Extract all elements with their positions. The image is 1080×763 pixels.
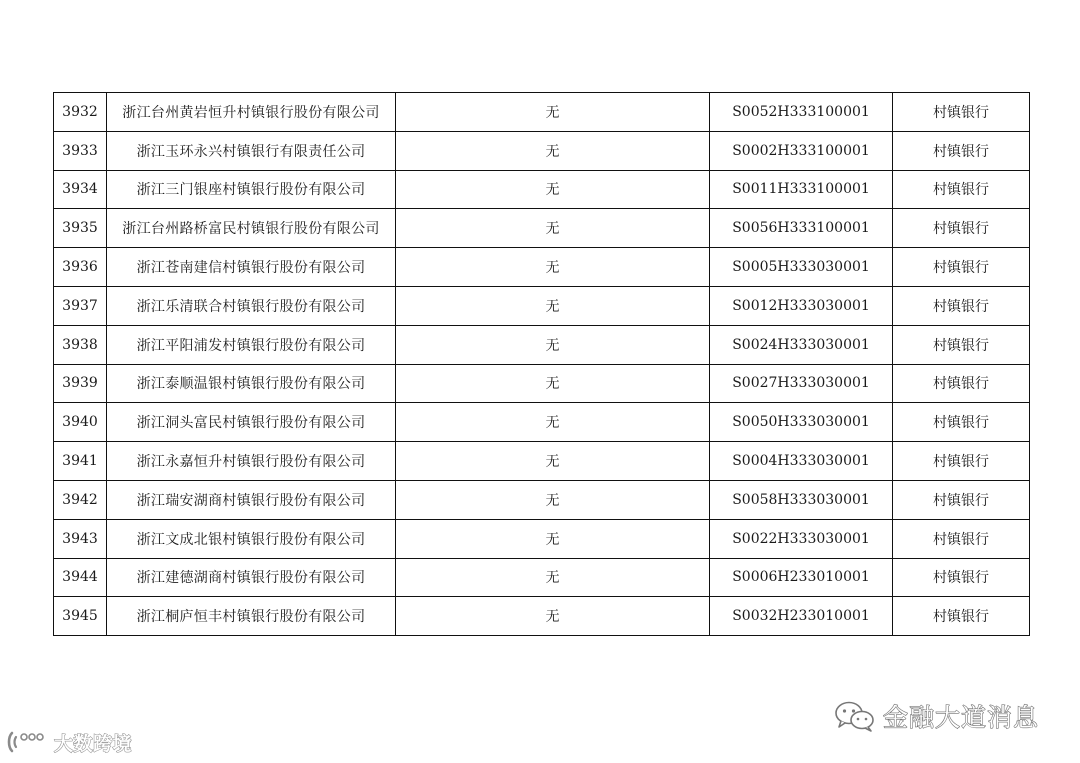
- branch-cell: 无: [396, 442, 710, 481]
- institution-type-cell: 村镇银行: [893, 558, 1030, 597]
- watermark-right-text: 金融大道消息: [883, 703, 1040, 732]
- license-code-cell: S0024H333030001: [710, 325, 893, 364]
- row-number-cell: 3943: [54, 519, 107, 558]
- branch-cell: 无: [396, 403, 710, 442]
- row-number-cell: 3934: [54, 170, 107, 209]
- row-number-cell: 3936: [54, 248, 107, 287]
- bank-registry-table: [53, 92, 1030, 636]
- institution-type-cell: 村镇银行: [893, 597, 1030, 636]
- institution-name-cell: 浙江文成北银村镇银行股份有限公司: [107, 519, 396, 558]
- branch-cell: 无: [396, 597, 710, 636]
- license-code-cell: S0050H333030001: [710, 403, 893, 442]
- watermark-wechat: [833, 696, 1039, 736]
- table-row: [54, 558, 1030, 597]
- row-number-cell: 3937: [54, 286, 107, 325]
- row-number-cell: 3940: [54, 403, 107, 442]
- table-row: [54, 170, 1030, 209]
- table-row: [54, 325, 1030, 364]
- institution-name-cell: 浙江平阳浦发村镇银行股份有限公司: [107, 325, 396, 364]
- license-code-cell: S0032H233010001: [710, 597, 893, 636]
- table-row: [54, 480, 1030, 519]
- row-number-cell: 3939: [54, 364, 107, 403]
- institution-type-cell: 村镇银行: [893, 442, 1030, 481]
- row-number-cell: 3941: [54, 442, 107, 481]
- branch-cell: 无: [396, 519, 710, 558]
- branch-cell: 无: [396, 325, 710, 364]
- institution-name-cell: 浙江洞头富民村镇银行股份有限公司: [107, 403, 396, 442]
- row-number-cell: 3935: [54, 209, 107, 248]
- table-row: [54, 131, 1030, 170]
- row-number-cell: 3942: [54, 480, 107, 519]
- table-row: [54, 442, 1030, 481]
- institution-name-cell: 浙江台州路桥富民村镇银行股份有限公司: [107, 209, 396, 248]
- institution-type-cell: 村镇银行: [893, 519, 1030, 558]
- institution-type-cell: 村镇银行: [893, 131, 1030, 170]
- institution-name-cell: 浙江永嘉恒升村镇银行股份有限公司: [107, 442, 396, 481]
- license-code-cell: S0027H333030001: [710, 364, 893, 403]
- branch-cell: 无: [396, 480, 710, 519]
- institution-type-cell: 村镇银行: [893, 93, 1030, 132]
- table-row: [54, 597, 1030, 636]
- brand-logo-icon: [6, 729, 50, 755]
- branch-cell: 无: [396, 170, 710, 209]
- institution-type-cell: 村镇银行: [893, 248, 1030, 287]
- branch-cell: 无: [396, 131, 710, 170]
- license-code-cell: S0006H233010001: [710, 558, 893, 597]
- institution-name-cell: 浙江桐庐恒丰村镇银行股份有限公司: [107, 597, 396, 636]
- watermark-brand: [6, 727, 132, 757]
- institution-name-cell: 浙江台州黄岩恒升村镇银行股份有限公司: [107, 93, 396, 132]
- table-row: [54, 403, 1030, 442]
- license-code-cell: S0011H333100001: [710, 170, 893, 209]
- table-row: [54, 519, 1030, 558]
- table-row: [54, 286, 1030, 325]
- license-code-cell: S0056H333100001: [710, 209, 893, 248]
- institution-name-cell: 浙江三门银座村镇银行股份有限公司: [107, 170, 396, 209]
- institution-name-cell: 浙江乐清联合村镇银行股份有限公司: [107, 286, 396, 325]
- branch-cell: 无: [396, 286, 710, 325]
- institution-name-cell: 浙江玉环永兴村镇银行有限责任公司: [107, 131, 396, 170]
- row-number-cell: 3945: [54, 597, 107, 636]
- license-code-cell: S0005H333030001: [710, 248, 893, 287]
- table-row: [54, 93, 1030, 132]
- branch-cell: 无: [396, 93, 710, 132]
- branch-cell: 无: [396, 248, 710, 287]
- row-number-cell: 3944: [54, 558, 107, 597]
- row-number-cell: 3938: [54, 325, 107, 364]
- institution-name-cell: 浙江瑞安湖商村镇银行股份有限公司: [107, 480, 396, 519]
- license-code-cell: S0052H333100001: [710, 93, 893, 132]
- branch-cell: 无: [396, 364, 710, 403]
- license-code-cell: S0012H333030001: [710, 286, 893, 325]
- branch-cell: 无: [396, 558, 710, 597]
- table-row: [54, 248, 1030, 287]
- institution-name-cell: 浙江泰顺温银村镇银行股份有限公司: [107, 364, 396, 403]
- row-number-cell: 3932: [54, 93, 107, 132]
- institution-type-cell: 村镇银行: [893, 364, 1030, 403]
- institution-type-cell: 村镇银行: [893, 209, 1030, 248]
- table-row: [54, 209, 1030, 248]
- institution-type-cell: 村镇银行: [893, 170, 1030, 209]
- license-code-cell: S0004H333030001: [710, 442, 893, 481]
- branch-cell: 无: [396, 209, 710, 248]
- row-number-cell: 3933: [54, 131, 107, 170]
- license-code-cell: S0058H333030001: [710, 480, 893, 519]
- license-code-cell: S0022H333030001: [710, 519, 893, 558]
- institution-type-cell: 村镇银行: [893, 480, 1030, 519]
- institution-type-cell: 村镇银行: [893, 403, 1030, 442]
- table-body: [54, 93, 1030, 636]
- institution-type-cell: 村镇银行: [893, 286, 1030, 325]
- table-row: [54, 364, 1030, 403]
- wechat-icon: [833, 699, 877, 733]
- institution-name-cell: 浙江苍南建信村镇银行股份有限公司: [107, 248, 396, 287]
- license-code-cell: S0002H333100001: [710, 131, 893, 170]
- institution-type-cell: 村镇银行: [893, 325, 1030, 364]
- watermark-left-text: 大数跨境: [54, 732, 133, 755]
- institution-name-cell: 浙江建德湖商村镇银行股份有限公司: [107, 558, 396, 597]
